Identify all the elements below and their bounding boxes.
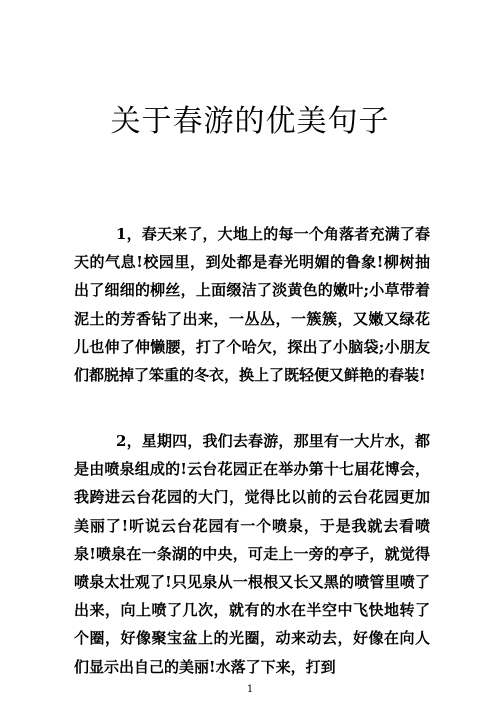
document-title: 关于春游的优美句子 [110,104,390,140]
paragraph-2: 2，星期四，我们去春游，那里有一大片水，都是由喷泉组成的!云台花园正在举办第十七届花博会，我跨进云台花园的大门，觉得比以前的云台花园更加美丽了!听说云台花园有一个喷泉，于是我就去看喷泉!喷泉在一条湖的中央，可走上一旁的亭子，就觉得喷泉太壮观了!只见泉从一根根又长又黑的喷管里喷了出来，向上喷了几次，就有的水在半空中飞快地转了个圈，好像聚宝盆上的光圈，动来动去，好像在向人们显示出自己的美丽!水落了下来，打到 [74,432,430,676]
page-number: 1 [246,684,254,695]
paragraph-1: 1，春天来了，大地上的每一个角落者充满了春天的气息!校园里，到处都是春光明媚的鲁象!柳树抽出了细细的柳丝，上面缀洁了淡黄色的嫩叶;小草带着泥土的芳香钻了出来，一丛丛，一簇簇，又嫩又绿花儿也伸了伸懒腰，打了个哈欠，探出了小脑袋;小朋友们都脱掉了笨重的冬衣，换上了既轻便又鲜艳的春装! [74,225,430,385]
